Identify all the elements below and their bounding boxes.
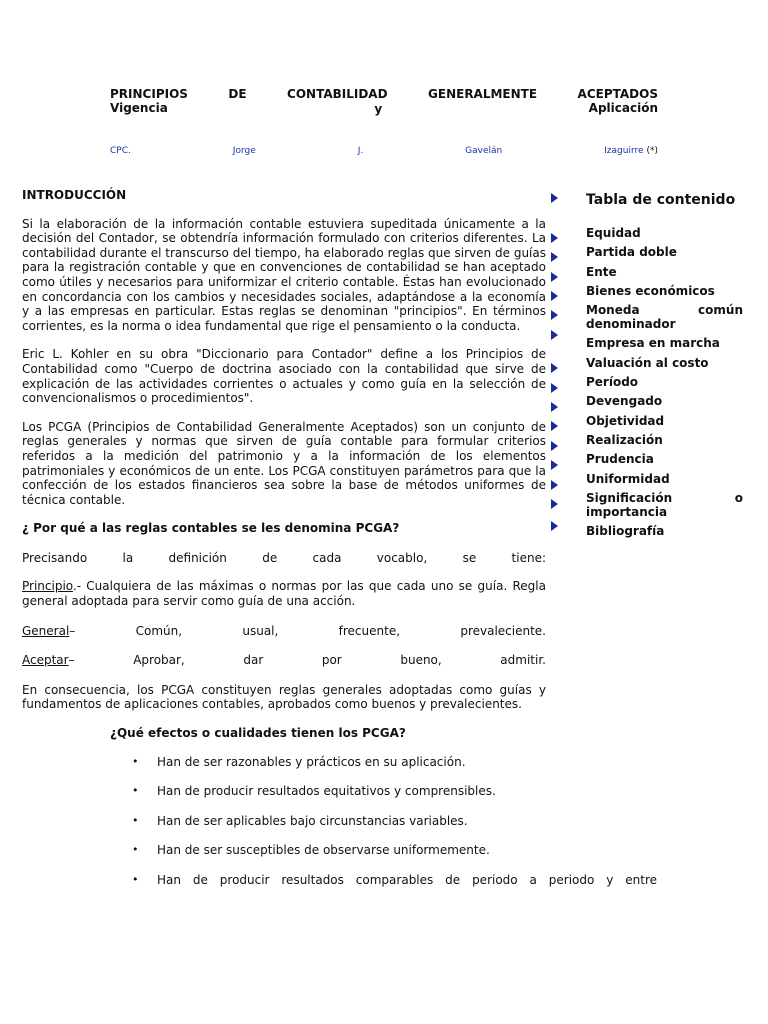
intro-paragraph-2: Eric L. Kohler en su obra "Diccionario para Contador" define a los Principios de Contabilidad como "Cuerpo de doctrina asociado con la contabilidad que sirve de explicación de las actividades corrientes o actuales y como guía en la selección de convencionalismos o procedimientos". (22, 347, 546, 406)
title-word: PRINCIPIOS (110, 87, 188, 101)
bullet-icon: • (132, 813, 139, 827)
principio-definition (22, 579, 546, 608)
principio-text: .- Cualquiera de las máximas o normas por las que cada uno se guía. Regla general adoptada para servir como guía de una acción. (22, 579, 546, 609)
toc-item-devengado[interactable]: Devengado (586, 394, 663, 409)
author-word[interactable]: Jorge (232, 146, 256, 156)
toc-item-valuacion[interactable]: Valuación al costo (586, 355, 709, 370)
author-note: (*) (646, 146, 658, 156)
list-item-text: Han de ser razonables y prácticos en su aplicación. (157, 754, 466, 769)
author-word[interactable]: Gavelán (465, 146, 503, 156)
aceptar-text: – Aprobar, dar por bueno, admitir. (68, 653, 546, 668)
title-word: Aplicación (588, 101, 658, 115)
toc-item-prudencia[interactable]: Prudencia (586, 452, 654, 467)
bullet-icon: • (132, 843, 139, 857)
toc-item-periodo[interactable]: Período (586, 375, 639, 390)
list-item-text: Han de ser aplicables bajo circunstancias variables. (157, 813, 468, 828)
author-word[interactable]: Izaguirre (604, 146, 644, 156)
arrow-right-icon[interactable] (551, 193, 558, 203)
title-word: GENERALMENTE (428, 87, 538, 101)
arrow-right-icon[interactable] (551, 233, 558, 243)
bullet-icon: • (132, 872, 139, 886)
effects-heading: ¿Qué efectos o cualidades tienen los PCGA? (110, 726, 406, 741)
toc-item-uniformidad[interactable]: Uniformidad (586, 471, 670, 486)
aceptar-term: Aceptar (22, 653, 69, 668)
title-word: CONTABILIDAD (287, 87, 388, 101)
toc-title: Tabla de contenido (586, 192, 736, 208)
title-line-2 (110, 101, 658, 116)
title-word: ACEPTADOS (577, 87, 658, 101)
toc-item-objetividad[interactable]: Objetividad (586, 413, 665, 428)
arrow-right-icon[interactable] (551, 480, 558, 490)
author-line[interactable] (110, 146, 658, 156)
why-conclusion: En consecuencia, los PCGA constituyen reglas generales adoptadas como guías y fundamentos de aplicaciones contables, aprobados como buenos y prevalecientes. (22, 682, 546, 712)
list-item-text: Han de producir resultados comparables de periodo a periodo y entre (157, 872, 657, 887)
why-lead: Precisando la definición de cada vocablo, se tiene: (22, 550, 546, 565)
toc-item-significacion[interactable]: Significación o importancia (586, 490, 743, 519)
effects-list (22, 755, 682, 903)
title-line-1 (110, 87, 658, 101)
intro-paragraph-1: Si la elaboración de la información contable estuviera supeditada únicamente a la decisión del Contador, se obtendría información formulado con criterios diferentes. La contabilidad durante el transcurso del tiempo, ha elaborado reglas que sirven de guías para la registración contable y que en convenciones de contabilidad se han aceptado como útiles y necesarios para uniformizar el criterio contable. Éstas han evolucionado en concordancia con los cambios y necesidades sociales, adaptándose a la economía y a las empresas en particular. Estas reglas se denominan "principios". En términos corrientes, es la norma o idea fundamental que rige el pensamiento o la conducta. (22, 216, 546, 333)
arrow-right-icon[interactable] (551, 291, 558, 301)
arrow-right-icon[interactable] (551, 272, 558, 282)
arrow-right-icon[interactable] (551, 460, 558, 470)
author-word[interactable]: J. (357, 146, 364, 156)
arrow-right-icon[interactable] (551, 521, 558, 531)
general-text: – Común, usual, frecuente, prevaleciente. (69, 623, 546, 638)
document-title (110, 87, 658, 116)
list-item (22, 755, 682, 785)
general-definition (22, 624, 546, 639)
toc-item-empresa-en-marcha[interactable]: Empresa en marcha (586, 336, 720, 351)
toc-item-realizacion[interactable]: Realización (586, 432, 663, 447)
author-word[interactable]: CPC. (110, 146, 131, 156)
list-item (22, 843, 682, 873)
arrow-right-icon[interactable] (551, 330, 558, 340)
why-heading: ¿ Por qué a las reglas contables se les denomina PCGA? (22, 521, 400, 536)
bullet-icon: • (132, 784, 139, 798)
title-word: y (374, 102, 383, 116)
aceptar-definition (22, 653, 546, 668)
arrow-right-icon[interactable] (551, 402, 558, 412)
list-item-text: Han de ser susceptibles de observarse uniformemente. (157, 843, 490, 858)
list-item (22, 873, 682, 903)
arrow-right-icon[interactable] (551, 252, 558, 262)
toc-item-equidad[interactable]: Equidad (586, 226, 641, 240)
general-term: General (22, 623, 70, 638)
list-item (22, 814, 682, 844)
intro-paragraph-3: Los PCGA (Principios de Contabilidad Generalmente Aceptados) son un conjunto de reglas generales y normas que sirven de guía contable para formular criterios referidos a la medición del patrimonio y a la información de los elementos patrimoniales y económicos de un ente. Los PCGA constituyen parámetros para que la confección de los estados financieros sea sobre la base de métodos uniformes de técnica contable. (22, 419, 546, 507)
toc-item-moneda[interactable]: Moneda común denominador (586, 303, 743, 332)
arrow-right-icon[interactable] (551, 310, 558, 320)
toc-item-bienes-economicos[interactable]: Bienes económicos (586, 283, 715, 298)
principio-term: Principio (22, 579, 73, 594)
arrow-right-icon[interactable] (551, 441, 558, 451)
intro-heading: INTRODUCCIÓN (22, 188, 127, 202)
toc-item-ente[interactable]: Ente (586, 264, 617, 279)
arrow-right-icon[interactable] (551, 363, 558, 373)
bullet-icon: • (132, 754, 139, 768)
list-item (22, 784, 682, 814)
title-word: DE (228, 87, 247, 101)
arrow-right-icon[interactable] (551, 383, 558, 393)
title-word: Vigencia (110, 101, 168, 115)
arrow-right-icon[interactable] (551, 499, 558, 509)
toc-item-bibliografia[interactable]: Bibliografía (586, 524, 665, 539)
toc-item-partida-doble[interactable]: Partida doble (586, 245, 677, 260)
list-item-text: Han de producir resultados equitativos y comprensibles. (157, 784, 496, 799)
table-of-contents (586, 192, 743, 543)
arrow-right-icon[interactable] (551, 421, 558, 431)
